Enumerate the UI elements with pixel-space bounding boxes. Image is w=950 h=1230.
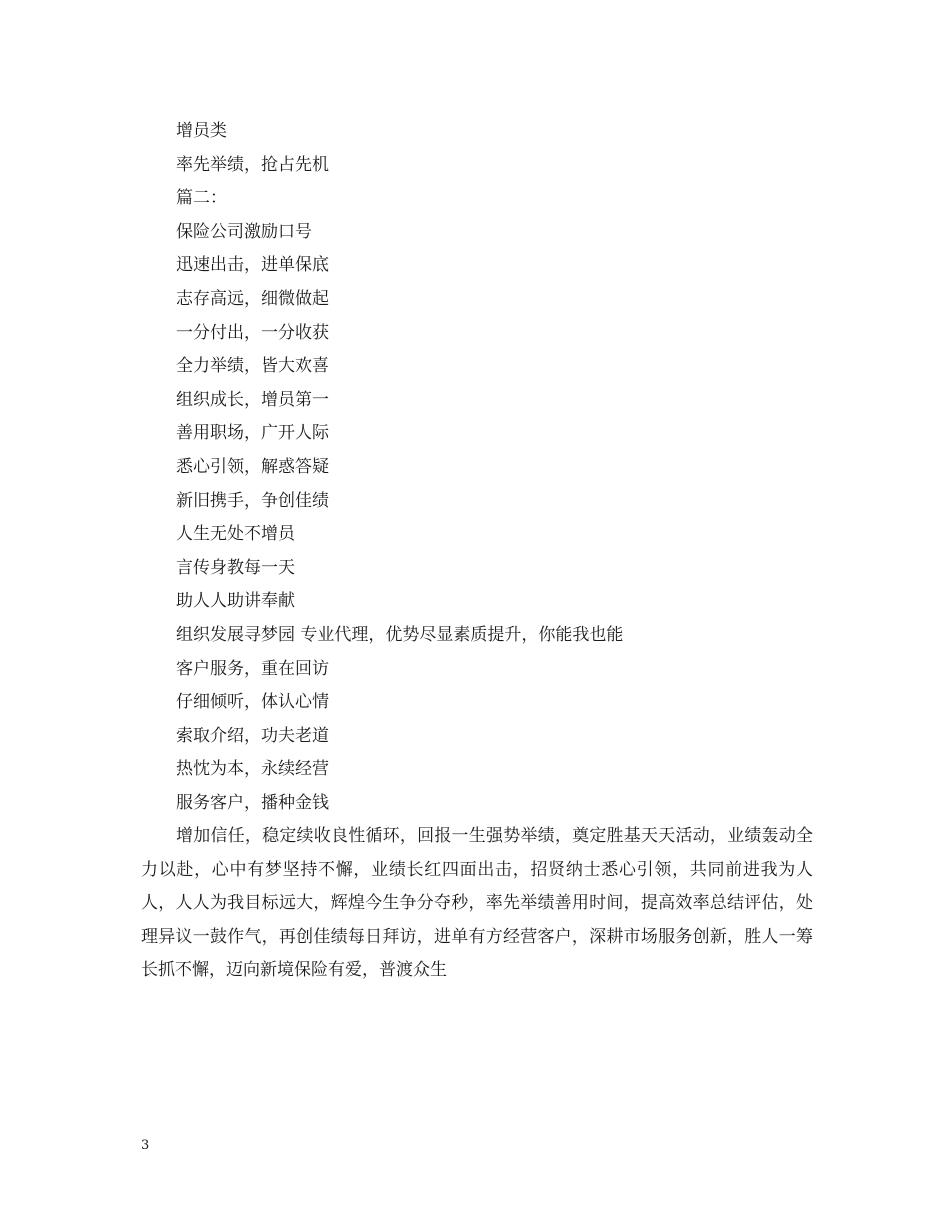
slogan-list: [141, 115, 813, 820]
text-line: 率先举绩，抢占先机: [176, 154, 329, 175]
body-paragraph: 增加信任，稳定续收良性循环，回报一生强势举绩，奠定胜基天天活动，业绩轰动全力以赴，心中有梦坚持不懈，业绩长红四面出击，招贤纳士悉心引领，共同前进我为人人，人人为我目标远大，辉煌今生争分夺秒，率先举绩善用时间，提高效率总结评估，处理异议一鼓作气，再创佳绩每日拜访，进单有方经营客户，深耕市场服务创新，胜人一筹长抓不懈，迈向新境保险有爱，普渡众生: [141, 826, 813, 981]
text-line: 志存高远，细微做起: [176, 288, 329, 309]
text-line: 迅速出击，进单保底: [176, 255, 329, 276]
text-line: 新旧携手，争创佳绩: [176, 490, 329, 511]
text-line: 助人人助讲奉献: [176, 591, 295, 612]
page-number: 3: [141, 1138, 150, 1153]
text-line: 人生无处不增员: [176, 524, 295, 545]
text-line: 悉心引领，解惑答疑: [176, 456, 329, 477]
text-line: 热忱为本，永续经营: [176, 759, 329, 780]
text-line: 客户服务，重在回访: [176, 658, 329, 679]
text-line: 组织成长，增员第一: [176, 389, 329, 410]
section-heading: 篇二：: [176, 188, 227, 209]
text-line: 服务客户，播种金钱: [176, 792, 329, 813]
text-line: 全力举绩，皆大欢喜: [176, 356, 329, 377]
text-line: 言传身教每一天: [176, 557, 295, 578]
text-line: 善用职场，广开人际: [176, 423, 329, 444]
text-line: 一分付出，一分收获: [176, 322, 329, 343]
text-line: 组织发展寻梦园 专业代理，优势尽显素质提升，你能我也能: [176, 624, 624, 645]
text-line: 索取介绍，功夫老道: [176, 725, 329, 746]
text-line: 仔细倾听，体认心情: [176, 692, 329, 713]
section-title: 保险公司激励口号: [176, 221, 312, 242]
text-line: 增员类: [176, 121, 227, 141]
